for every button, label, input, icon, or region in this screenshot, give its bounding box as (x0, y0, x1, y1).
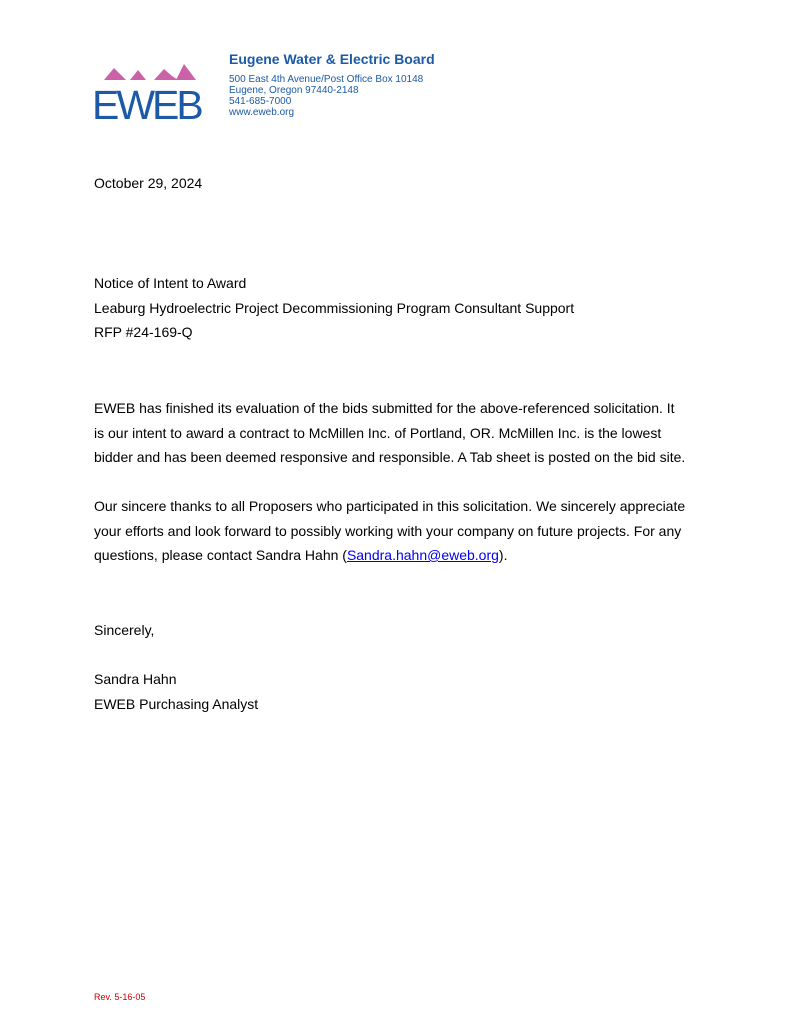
body-paragraph-1 (94, 396, 685, 470)
revision-note: Rev. 5-16-05 (94, 992, 146, 1002)
body1-line-3: bidder and has been deemed responsive and responsible. A Tab sheet is posted on the bid site. (94, 449, 686, 465)
subject-line-2: Leaburg Hydroelectric Project Decommissioning Program Consultant Support (94, 299, 575, 316)
body2-line-3 (94, 543, 685, 568)
address-line-1: 500 East 4th Avenue/Post Office Box 10148 (229, 74, 424, 85)
body2-line-2: your efforts and look forward to possibly working with your company on future projects. For any (94, 522, 682, 539)
org-contact-block (229, 50, 529, 118)
body-paragraph-2 (94, 494, 685, 568)
letterhead (92, 50, 512, 130)
closing: Sincerely, (94, 622, 155, 638)
phone-number: 541-685-7000 (229, 96, 292, 107)
signature-block (94, 667, 258, 716)
letter-date-block (94, 171, 202, 196)
body1-line-1: EWEB has finished its evaluation of the bids submitted for the above-referenced solicitation. It (94, 400, 675, 416)
eweb-logo (92, 50, 204, 126)
subject-line-1: Notice of Intent to Award (94, 275, 247, 291)
body2-line-3-prefix: questions, please contact Sandra Hahn ( (94, 547, 347, 563)
website: www.eweb.org (229, 107, 295, 118)
body2-line-1: Our sincere thanks to all Proposers who participated in this solicitation. We sincerely appreciate (94, 498, 686, 514)
signer-name: Sandra Hahn (94, 671, 177, 687)
address-line-2: Eugene, Oregon 97440-2148 (229, 85, 359, 96)
logo-wordmark: EWEB (92, 82, 201, 128)
closing-block (94, 618, 154, 643)
signer-title: EWEB Purchasing Analyst (94, 695, 259, 712)
body1-line-2: is our intent to award a contract to McMillen Inc. of Portland, OR. McMillen Inc. is the lowest (94, 424, 662, 441)
mountain-logo-icon (92, 50, 204, 86)
subject-block (94, 271, 574, 345)
email-link[interactable]: Sandra.hahn@eweb.org (346, 547, 499, 563)
subject-line-3: RFP #24-169-Q (94, 324, 193, 340)
org-name: Eugene Water & Electric Board (229, 51, 435, 67)
body2-line-3-suffix: ). (498, 547, 508, 563)
letter-date: October 29, 2024 (94, 175, 203, 191)
